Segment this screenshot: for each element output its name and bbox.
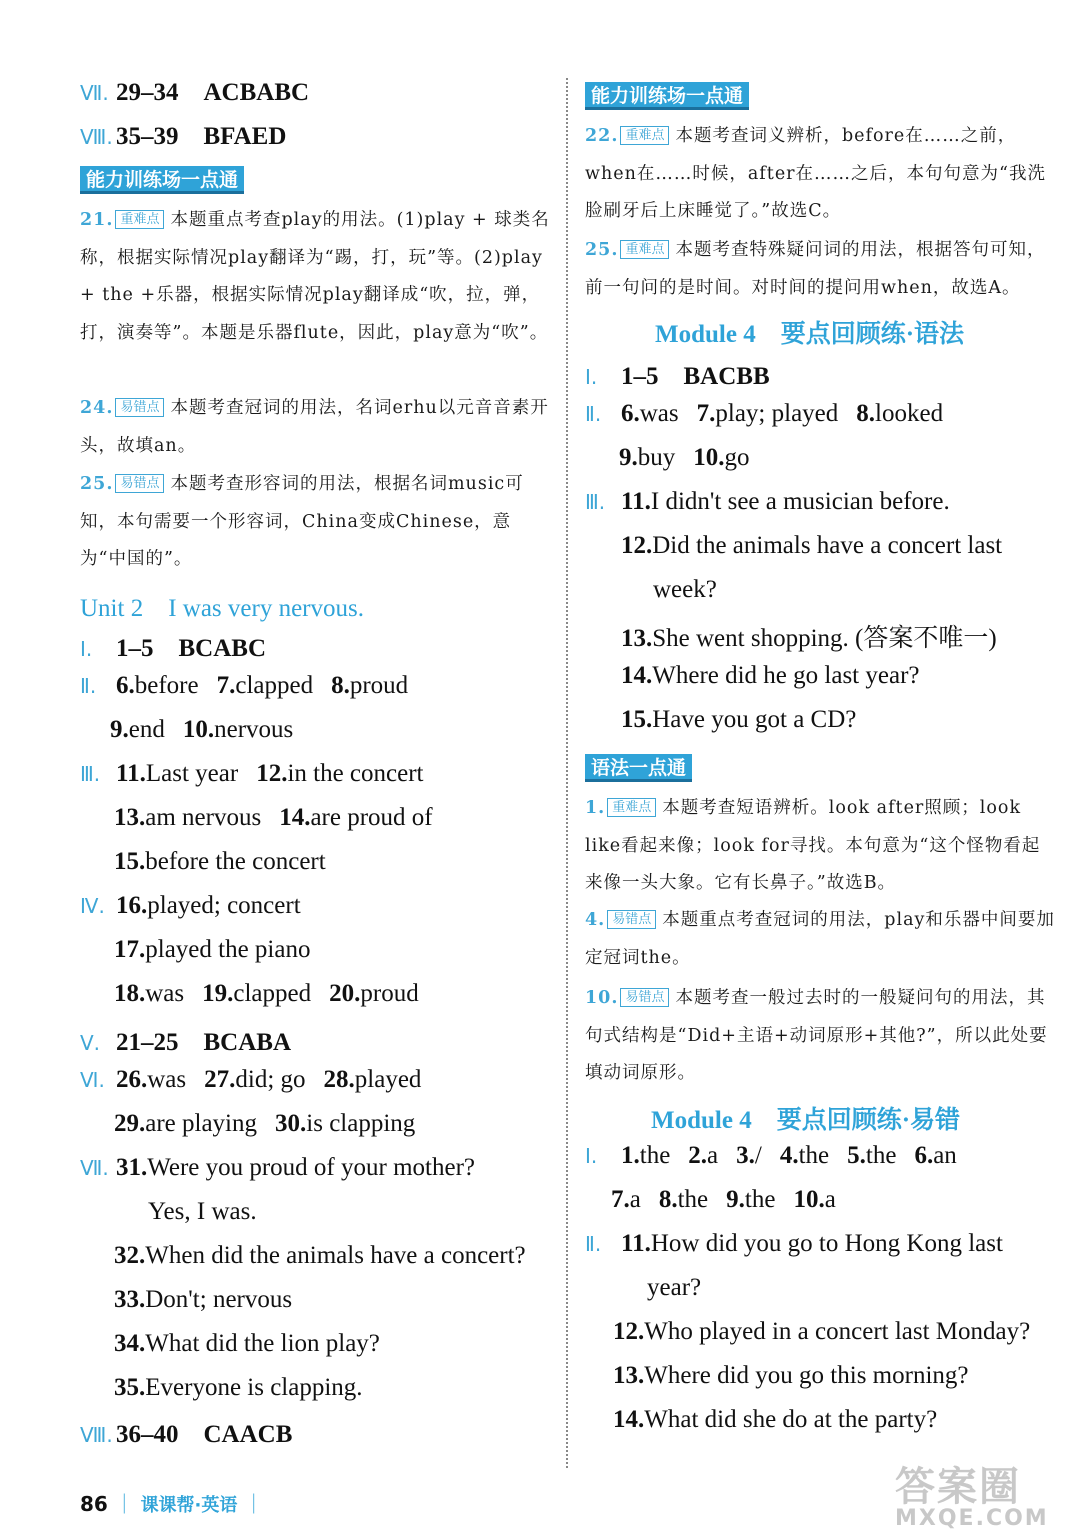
answer-line: 32.When did the animals have a concert? xyxy=(114,1242,526,1269)
answer-line: 33.Don't; nervous xyxy=(114,1286,293,1313)
page-number: 86 xyxy=(80,1492,108,1516)
answer-line: 18.was 19.clapped 20.proud xyxy=(114,980,419,1007)
answer-line: 14.Where did he go last year? xyxy=(621,662,920,689)
module-title: Module 4 要点回顾练·易错 xyxy=(651,1107,961,1134)
module-title: Module 4 要点回顾练·语法 xyxy=(655,321,965,348)
answer-line: Ⅰ. 1–5 BCABC xyxy=(80,635,267,662)
answer-line: Ⅱ. 6.before 7.clapped 8.proud xyxy=(80,672,409,699)
answer-line: Ⅴ. 21–25 BCABA xyxy=(80,1029,292,1056)
page-footer: 86 ｜ 课课帮·英语 ｜ xyxy=(80,1492,264,1516)
answer-line: Ⅱ. 11.How did you go to Hong Kong last xyxy=(585,1230,1003,1257)
answer-line: 14.What did she do at the party? xyxy=(613,1406,938,1433)
answer-line: Ⅲ. 11.Last year 12.in the concert xyxy=(80,760,424,787)
answer-line: Ⅱ. 6.was 7.play; played 8.looked xyxy=(585,400,944,427)
answer-line: 13.Where did you go this morning? xyxy=(613,1362,969,1389)
explanation-22: 22. 重难点 本题考查词义辨析，before在……之前，when在……时候，after在……之后，本句句意为“我洗脸刷牙后上床睡觉了。”故选C。 xyxy=(585,126,1046,221)
answer-line: 7.a 8.the 9.the 10.a xyxy=(611,1186,836,1213)
answer-line: week? xyxy=(653,576,717,603)
answer-line: 13.am nervous 14.are proud of xyxy=(114,804,433,831)
answer-line: Ⅳ. 16.played; concert xyxy=(80,892,301,919)
answer-line: 13.She went shopping. (答案不唯一) xyxy=(621,625,997,652)
answer-line: Ⅶ. 31.Were you proud of your mother? xyxy=(80,1154,475,1181)
answer-line: Ⅰ. 1–5 BACBB xyxy=(585,363,770,390)
answer-line: 15.before the concert xyxy=(114,848,326,875)
answer-line: 29.are playing 30.is clapping xyxy=(114,1110,416,1137)
answer-line: 15.Have you got a CD? xyxy=(621,706,857,733)
answer-line: Yes, I was. xyxy=(148,1198,257,1225)
explanation-4: 4. 易错点 本题重点考查冠词的用法，play和乐器中间要加定冠词the。 xyxy=(585,910,1055,968)
explanation-10: 10. 易错点 本题考查一般过去时的一般疑问句的用法，其句式结构是“Did+主语+动词原形+其他?”，所以此处要填动词原形。 xyxy=(585,988,1048,1083)
answer-line: Ⅲ. 11.I didn't see a musician before. xyxy=(585,488,950,515)
answer-line: 9.end 10.nervous xyxy=(110,716,294,743)
unit-title: Unit 2 I was very nervous. xyxy=(80,595,364,622)
answer-line: 12.Did the animals have a concert last xyxy=(621,532,1003,559)
explanation-25: 25. 易错点 本题考查形容词的用法，根据名词music可知，本句需要一个形容词，China变成Chinese，意为“中国的”。 xyxy=(80,474,524,569)
answer-line: Ⅷ. 36–40 CAACB xyxy=(80,1421,293,1448)
explanation-1: 1. 重难点 本题考查短语辨析。look after照顾；look like看起来像；look for寻找。本句意为“这个怪物看起来像一头大象。它有长鼻子。”故选B。 xyxy=(585,798,1041,893)
answer-line: Ⅰ. 1.the 2.a 3./ 4.the 5.the 6.an xyxy=(585,1142,957,1169)
watermark: 答案圈 MXQE.COM xyxy=(895,1464,1049,1531)
answer-line: 17.played the piano xyxy=(114,936,311,963)
explanation-25: 25. 重难点 本题考查特殊疑问词的用法，根据答句可知，前一句问的是时间。对时间的提问用when，故选A。 xyxy=(585,240,1046,298)
section-banner: 能力训练场一点通 xyxy=(585,82,749,110)
answer-line: 35.Everyone is clapping. xyxy=(114,1374,363,1401)
section-banner: 能力训练场一点通 xyxy=(80,166,244,194)
answer-line: 9.buy 10.go xyxy=(619,444,750,471)
answer-line-8: Ⅷ. 35–39 BFAED xyxy=(80,123,287,150)
book-title: 课课帮·英语 xyxy=(140,1495,238,1516)
answer-line: Ⅵ. 26.was 27.did; go 28.played xyxy=(80,1066,422,1093)
answer-line: year? xyxy=(647,1274,702,1301)
answer-line-7: Ⅶ. 29–34 ACBABC xyxy=(80,79,310,106)
answer-line: 34.What did the lion play? xyxy=(114,1330,380,1357)
column-divider xyxy=(566,78,568,1468)
explanation-21: 21. 重难点 本题重点考查play的用法。(1)play + 球类名称，根据实际情况play翻译为“踢，打，玩”等。(2)play + the +乐器，根据实际情况play翻译成“吹，拉，弹，打，演奏等”。本题是乐器flute，因此，play意为“吹”。 xyxy=(80,210,550,343)
section-banner: 语法一点通 xyxy=(585,754,692,782)
explanation-24: 24. 易错点 本题考查冠词的用法，名词erhu以元音音素开头，故填an。 xyxy=(80,398,549,456)
answer-line: 12.Who played in a concert last Monday? xyxy=(613,1318,1031,1345)
